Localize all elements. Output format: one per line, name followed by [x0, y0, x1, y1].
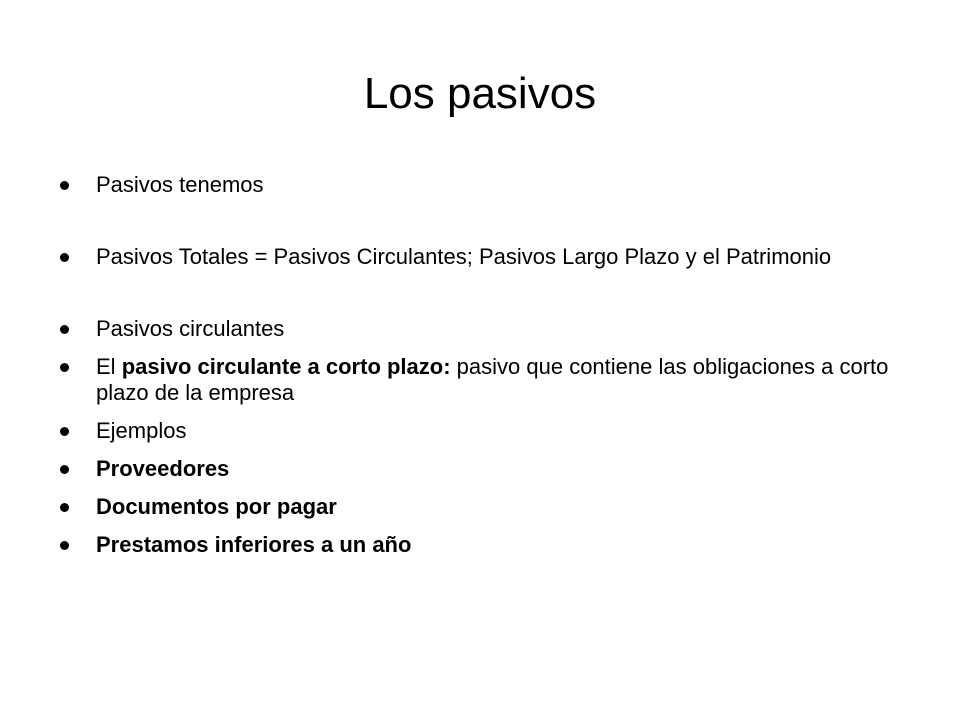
bullet-list — [60, 172, 900, 570]
bullet-dot-icon — [60, 503, 69, 512]
bullet-item — [60, 494, 900, 520]
bullet-item — [60, 354, 900, 406]
bullet-text: Pasivos circulantes — [96, 316, 285, 341]
bullet-item — [60, 316, 900, 342]
bullet-text: Ejemplos — [96, 418, 187, 443]
bullet-text: Pasivos tenemos — [96, 172, 264, 197]
slide-title: Los pasivos — [363, 69, 597, 118]
bullet-dot-icon — [60, 465, 69, 474]
bullet-item — [60, 244, 900, 270]
bullet-text-suffix: pasivo que contiene las obligaciones a corto plazo de la empresa — [96, 354, 889, 405]
bullet-dot-icon — [60, 427, 69, 436]
bullet-text: Proveedores — [96, 456, 230, 481]
bullet-text: Documentos por pagar — [96, 494, 337, 519]
bullet-dot-icon — [60, 253, 69, 262]
bullet-dot-icon — [60, 541, 69, 550]
bullet-text-prefix: El — [96, 354, 122, 379]
bullet-item — [60, 456, 900, 482]
bullet-item — [60, 532, 900, 558]
bullet-text-bold: pasivo circulante a corto plazo: — [121, 354, 451, 379]
bullet-dot-icon — [60, 363, 69, 372]
bullet-text: Prestamos inferiores a un año — [96, 532, 412, 557]
bullet-item — [60, 418, 900, 444]
bullet-item — [60, 172, 900, 198]
bullet-dot-icon — [60, 181, 69, 190]
bullet-dot-icon — [60, 325, 69, 334]
bullet-text: Pasivos Totales = Pasivos Circulantes; Pasivos Largo Plazo y el Patrimonio — [96, 244, 832, 269]
